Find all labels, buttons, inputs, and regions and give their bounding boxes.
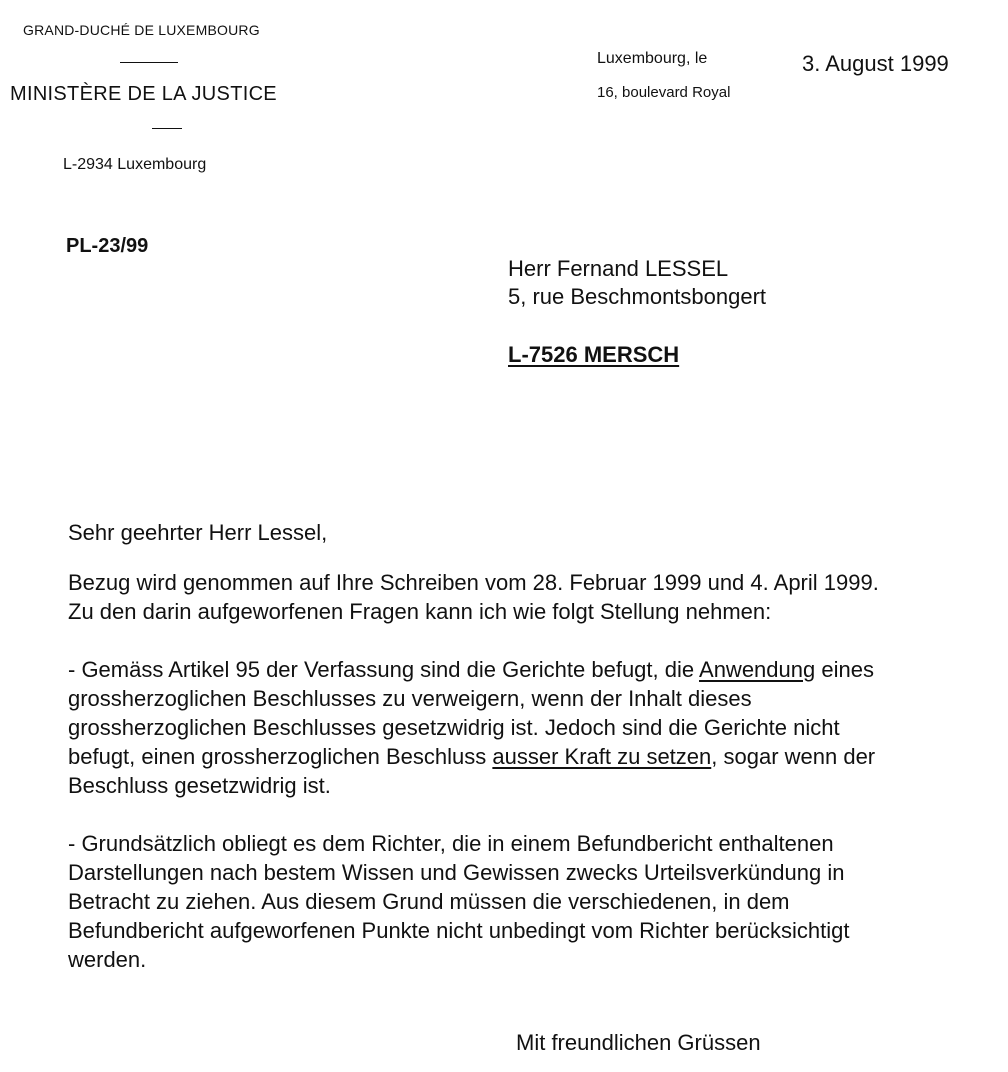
closing: Mit freundlichen Grüssen [516, 1030, 761, 1055]
paragraph-line: Bezug wird genommen auf Ihre Schreiben vom 28. Februar 1999 und 4. April 1999. [68, 570, 879, 595]
paragraph-reference [68, 568, 998, 626]
paragraph-line: Beschluss gesetzwidrig ist. [68, 773, 331, 798]
text-run: eines [815, 657, 874, 682]
letterhead-ministry: MINISTÈRE DE LA JUSTICE [10, 83, 277, 105]
recipient-city: L-7526 MERSCH [508, 342, 680, 367]
paragraph-line: Betracht zu ziehen. Aus diesem Grund müssen die verschiedenen, in dem [68, 889, 790, 914]
paragraph-line: Zu den darin aufgeworfenen Fragen kann ich wie folgt Stellung nehmen: [68, 599, 772, 624]
reference-number: PL-23/99 [66, 235, 149, 257]
letterhead-postal: L-2934 Luxembourg [63, 156, 207, 173]
letter-date: 3. August 1999 [802, 51, 949, 76]
recipient-name: Herr Fernand LESSEL [508, 256, 729, 281]
paragraph-article-95 [68, 655, 998, 800]
paragraph-line: werden. [68, 947, 147, 972]
underlined-term: Anwendung [699, 657, 816, 682]
paragraph-line [68, 742, 998, 771]
salutation: Sehr geehrter Herr Lessel, [68, 520, 328, 545]
place-city-label: Luxembourg, le [597, 50, 708, 67]
text-run: , sogar wenn der [711, 744, 876, 769]
letterhead-divider-2 [152, 128, 182, 129]
underlined-term: ausser Kraft zu setzen [492, 744, 712, 769]
paragraph-line: - Grundsätzlich obliegt es dem Richter, die in einem Befundbericht enthaltenen [68, 831, 834, 856]
paragraph-line [68, 655, 998, 684]
letterhead-divider-1 [120, 62, 178, 63]
paragraph-line: grossherzoglichen Beschlusses gesetzwidrig ist. Jedoch sind die Gerichte nicht [68, 715, 840, 740]
paragraph-line: Befundbericht aufgeworfenen Punkte nicht unbedingt vom Richter berücksichtigt [68, 918, 850, 943]
text-run: befugt, einen grossherzoglichen Beschluss [68, 744, 493, 769]
recipient-street: 5, rue Beschmontsbongert [508, 284, 767, 309]
place-street: 16, boulevard Royal [597, 84, 731, 101]
paragraph-line: grossherzoglichen Beschlusses zu verweigern, wenn der Inhalt dieses [68, 686, 752, 711]
paragraph-line: Darstellungen nach bestem Wissen und Gewissen zwecks Urteilsverkündung in [68, 860, 845, 885]
text-run: - Gemäss Artikel 95 der Verfassung sind die Gerichte befugt, die [68, 657, 700, 682]
paragraph-judge [68, 829, 998, 974]
letterhead-country: GRAND-DUCHÉ DE LUXEMBOURG [23, 22, 260, 38]
